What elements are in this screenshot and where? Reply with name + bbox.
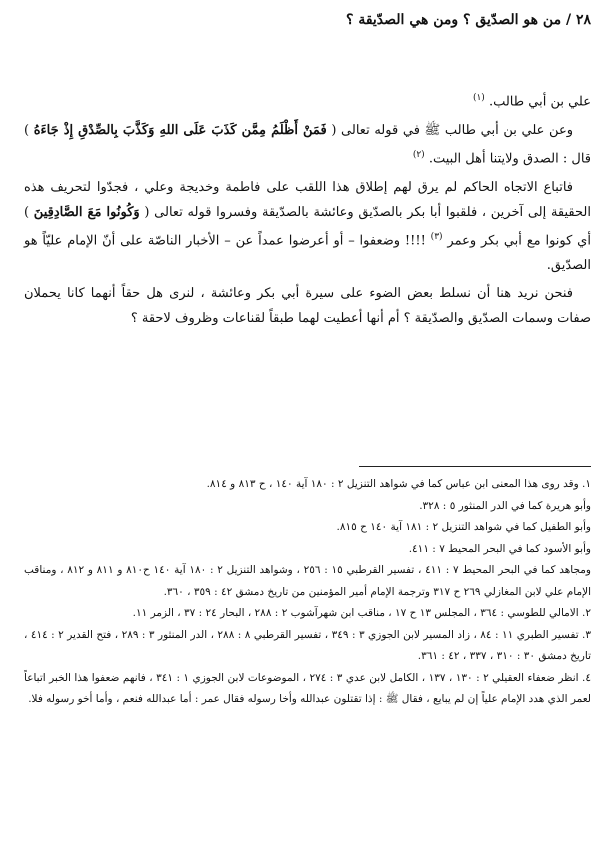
- footnote-ref-3: (٣): [430, 232, 443, 243]
- footnote-1-line-4: وأبو الأسود كما في البحر المحيط ٧ : ٤١١.: [408, 542, 591, 555]
- footnote-2: ٢. الامالي للطوسي : ٣٦٤ ، المجلس ١٣ ح ١٧ ، مناقب ابن شهرآشوب ٢ : ٢٨٨ ، البحار ٢٤ : ٣٧ ، الزمر ١١.: [132, 607, 591, 619]
- footnote-1-line-5: ومجاهد كما في البحر المحيط ٧ : ٤١١ ، تفسير القرطبي ١٥ : ٢٥٦ ، وشواهد التنزيل ٢ : ١٨٠ آية ١٤٠ ح٨١٠ و ٨١١ و ٨١٢ ، ومناقب الإمام علي لابن المغازلي ٢٦٩ ح ٣١٧ وترجمة الإمام أمير المؤمنين من تاريخ دمشق ٤٢ : ٣٥٩ ، ٣٦٠.: [24, 564, 591, 598]
- paragraph-3-mid: ) أي كونوا مع أبي بكر وعمر: [24, 204, 591, 249]
- page-header: ٢٨ / من هو الصدّيق ؟ ومن هي الصدّيقة ؟: [346, 12, 591, 28]
- paragraph-1: [24, 86, 591, 115]
- main-text: [24, 86, 591, 335]
- footnotes: [24, 474, 591, 711]
- paragraph-3: [24, 176, 591, 278]
- footnote-3: ٣. تفسير الطبري ١١ : ٨٤ ، زاد المسير لابن الجوزي ٣ : ٣٤٩ ، تفسير القرطبي ٨ : ٢٨٨ ، الدر المنثور ٣ : ٢٨٩ ، فتح القدير ٢ : ٤١٤ ، تاريخ دمشق ٣٠ : ٣١٠ ، ٣٣٧ ، ٤٢ : ٣٦١.: [24, 628, 592, 662]
- paragraph-2: [24, 119, 591, 172]
- footnote-1-line-3: وأبو الطفيل كما في شواهد التنزيل ٢ : ١٨١ آية ١٤٠ ح ٨١٥.: [336, 521, 591, 533]
- paragraph-3-pre: فاتباع الاتجاه الحاكم لم يرق لهم إطلاق هذا اللقب على فاطمة وخديجة وعلي ، فجدّوا لتحريف هذه الحقيقة إلى آخرين ، فلقبوا أبا بكر بالصدّيق وعائشة بالصدّيقة وفسروا قوله تعالى (: [24, 180, 591, 220]
- quran-verse-2: وَكُونُوا مَعَ الصَّادِقِينَ: [33, 204, 140, 220]
- paragraph-3-post: !!!! وضعفوا – أو أعرضوا عمداً عن – الأخبار الناصّة على أنّ الإمام عليّاً هو الصدّيق.: [24, 233, 591, 273]
- footnote-4: ٤. انظر ضعفاء العقيلي ٢ : ١٣٠ ، ١٣٧ ، الكامل لابن عدي ٣ : ٢٧٤ ، الموضوعات لابن الجوزي ١ : ٣٤١ ، فانهم ضعفوا هذا الخبر اتباعاً لعمر الذي هدد الإمام علياً إن لم يبايع ، فقال ﷺ : إذا تقتلون عبدالله وأخا رسوله فقال عمر : أما عبدالله فنعم ، وأما أخو رسوله فلا.: [24, 671, 591, 705]
- paragraph-4: [24, 282, 591, 331]
- footnote-1-line-2: وأبو هريرة كما في الدر المنثور ٥ : ٣٢٨.: [419, 499, 591, 512]
- footnote-ref-1: (١): [472, 93, 485, 103]
- paragraph-2-post: ) قال : الصدق ولايتنا أهل البيت.: [24, 122, 591, 167]
- quran-verse-1: فَمَنْ أَظْلَمُ مِمَّن كَذَبَ عَلَى اللهِ وَكَذَّبَ بِالصِّدْقِ إِذْ جَاءَهُ: [33, 122, 327, 138]
- paragraph-2-pre: وعن علي بن أبي طالب ﷺ في قوله تعالى (: [331, 122, 573, 138]
- paragraph-4-text: فنحن نريد هنا أن نسلط بعض الضوء على سيرة أبي بكر وعائشة ، لنرى هل حقاً أنهما كانا يحملان صفات وسمات الصدّيق والصدّيقة ؟ أم أنها أعطيت لهما طبقاً لقناعات وظروف لاحقة ؟: [24, 286, 591, 326]
- paragraph-1-text: علي بن أبي طالب.: [488, 94, 591, 110]
- footnote-divider: [359, 466, 591, 467]
- footnote-1: ١. وقد روى هذا المعنى ابن عباس كما في شواهد التنزيل ٢ : ١٨٠ آية ١٤٠ ، ح ٨١٣ و ٨١٤.: [206, 478, 591, 490]
- footnote-ref-2: (٢): [412, 150, 425, 161]
- document-page: [24, 0, 591, 851]
